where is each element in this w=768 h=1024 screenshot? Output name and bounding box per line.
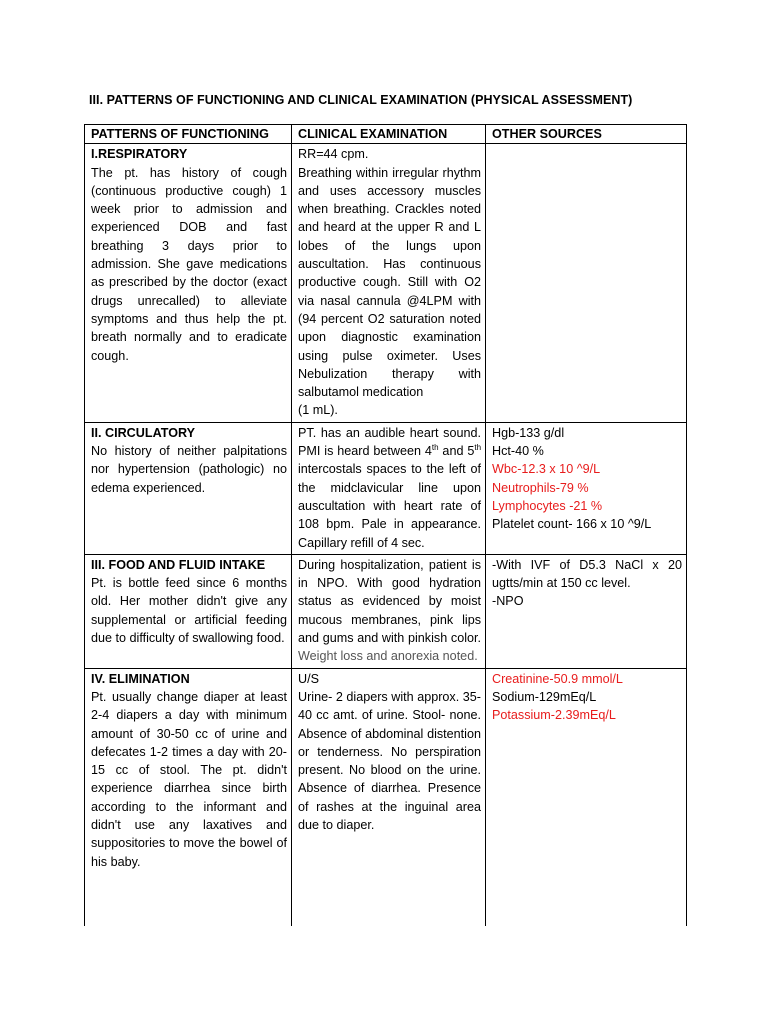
header-other-sources: OTHER SOURCES [486,125,687,144]
elimination-us: U/S [298,671,319,686]
lab-neutrophils: Neutrophils-79 % [492,480,589,495]
respiratory-rr: RR=44 cpm. [298,147,369,162]
circulatory-exam-part-b: and 5 [438,444,475,459]
row-food-fluid [85,554,687,668]
elimination-heading: IV. ELIMINATION [91,671,190,686]
circulatory-pattern-text: No history of neither palpitations nor hypertension (pathologic) no edema experienced. [91,444,287,495]
header-clinical-exam: CLINICAL EXAMINATION [292,125,486,144]
elimination-sources-cell [486,668,687,926]
elimination-exam-text: Urine- 2 diapers with approx. 35-40 cc amt. of urine. Stool- none. Absence of abdominal distention or tenderness. No perspiration present. No blood on the urine. Absence of diarrhea. Presence of rashes at the inguinal area due to diaper. [298,689,481,832]
row-elimination [85,668,687,926]
respiratory-sources-cell [486,144,687,422]
sup-th-2: th [474,442,482,452]
row-circulatory [85,422,687,554]
respiratory-exam-cell [292,144,486,422]
circulatory-exam-part-c: intercostals spaces to the left of the midclavicular line upon auscultation with heart rate of 108 bpm. Pale in appearance. Capillary refill of 4 sec. [298,462,481,550]
food-heading: III. FOOD AND FLUID INTAKE [91,557,266,572]
table-header-row [85,125,687,144]
food-sources-npo: -NPO [492,594,524,609]
circulatory-heading: II. CIRCULATORY [91,425,196,440]
respiratory-exam-end: (1 mL). [298,403,338,418]
food-pattern-cell [85,554,292,668]
circulatory-exam-part-a: PT. has an audible heart sound. PMI is heard between 4 [298,425,481,459]
elimination-exam-cell [292,668,486,926]
food-sources-cell [486,554,687,668]
row-respiratory [85,144,687,422]
circulatory-exam-cell [292,422,486,554]
food-exam-text: During hospitalization, patient is in NPO. With good hydration status as evidenced by moist mucous membranes, pink lips and gums and with pinkish color. [298,557,481,646]
respiratory-heading: I.RESPIRATORY [91,147,188,162]
circulatory-pattern-cell [85,422,292,554]
lab-sodium: Sodium-129mEq/L [492,689,597,704]
food-sources-ivf: -With IVF of D5.3 NaCl x 20 ugtts/min at 150 cc level. [492,557,682,591]
section-title: III. PATTERNS OF FUNCTIONING AND CLINICAL EXAMINATION (PHYSICAL ASSESSMENT) [89,93,633,107]
lab-hct: Hct-40 % [492,444,544,459]
lab-creatinine: Creatinine-50.9 mmol/L [492,671,623,686]
lab-hgb: Hgb-133 g/dl [492,425,565,440]
respiratory-pattern-cell [85,144,292,422]
lab-platelet: Platelet count- 166 x 10 ^9/L [492,517,652,532]
food-exam-cell [292,554,486,668]
lab-potassium: Potassium-2.39mEq/L [492,708,616,723]
assessment-table [84,124,687,926]
circulatory-sources-cell [486,422,687,554]
respiratory-exam-text: Breathing within irregular rhythm and uses accessory muscles when breathing. Crackles noted and heard at the upper R and L lobes of the lungs upon auscultation. Has continuous productive cough. Still with O2 via nasal cannula @4LPM with (94 percent O2 saturation noted upon diagnostic examination using pulse oximeter. Uses Nebulization therapy with salbutamol medication [298,165,481,400]
sup-th-1: th [431,442,439,452]
lab-wbc: Wbc-12.3 x 10 ^9/L [492,462,601,477]
food-exam-note: Weight loss and anorexia noted. [298,649,478,664]
header-patterns: PATTERNS OF FUNCTIONING [85,125,292,144]
lab-lymphocytes: Lymphocytes -21 % [492,498,603,513]
food-pattern-text: Pt. is bottle feed since 6 months old. Her mother didn't give any supplemental or artificial feeding due to difficulty of swallowing food. [91,576,287,646]
elimination-pattern-cell [85,668,292,926]
elimination-pattern-text: Pt. usually change diaper at least 2-4 diapers a day with minimum amount of 30-50 cc of urine and defecates 1-2 times a day with 20-15 cc of stool. The pt. didn't experience diarrhea since birth according to the informant and didn't use any laxatives and suppositories to move the bowel of his baby. [91,689,287,869]
respiratory-pattern-text: The pt. has history of cough (continuous productive cough) 1 week prior to admission and experienced DOB and fast breathing 3 days prior to admission. She gave medications as prescribed by the doctor (exact drugs unrecalled) to alleviate symptoms and thus help the pt. breath normally and to eradicate cough. [91,165,287,363]
